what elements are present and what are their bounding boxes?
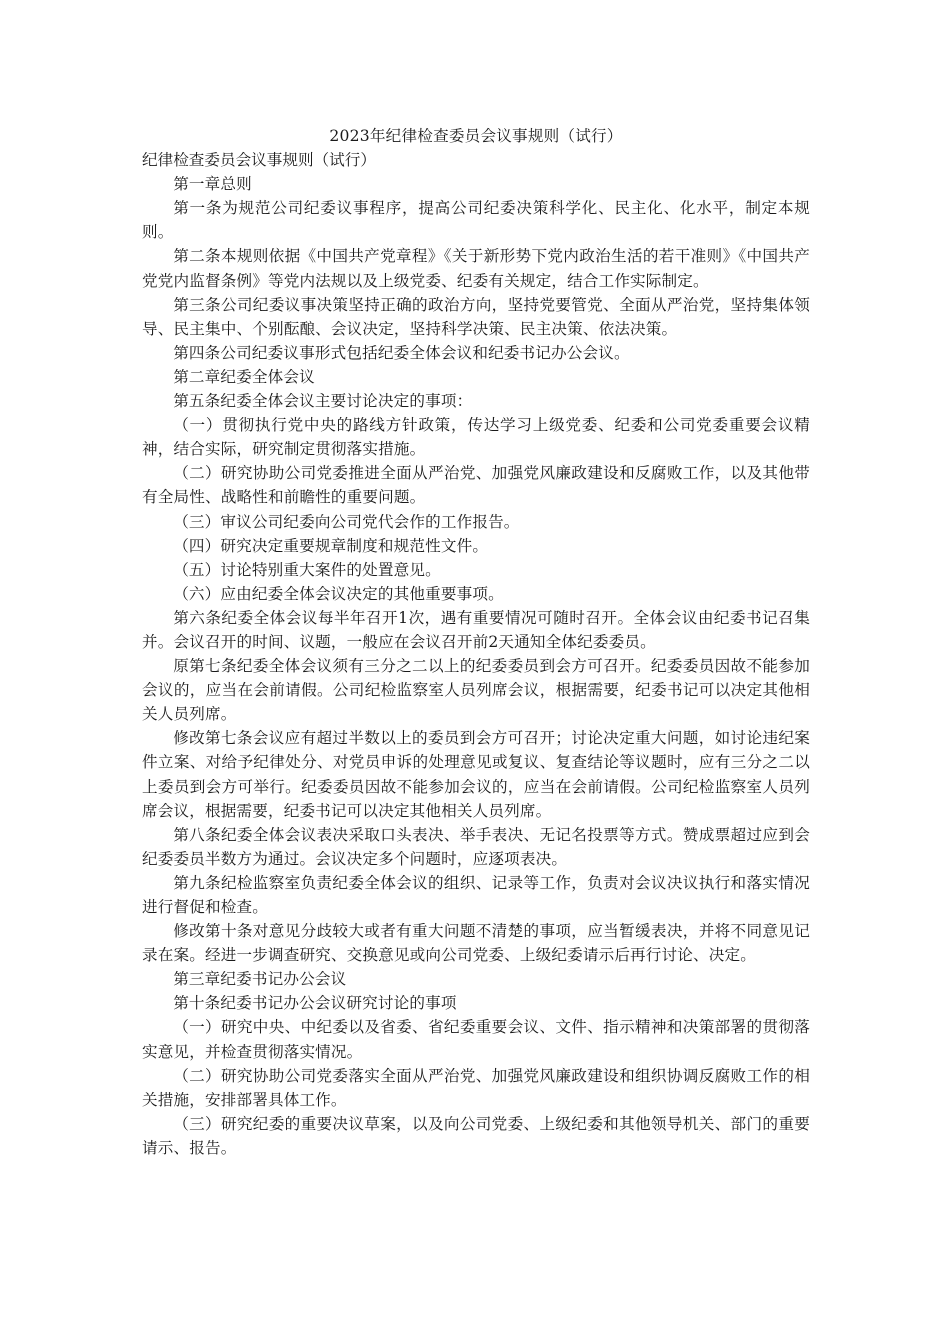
paragraph: （六）应由纪委全体会议决定的其他重要事项。 — [173, 584, 504, 603]
paragraph: 第三条公司纪委议事决策坚持正确的政治方向，坚持党要管党、全面从严治党，坚持集体领导、民主集中、个别酝酿、会议决定，坚持科学决策、民主决策、依法决策。 — [142, 295, 810, 338]
paragraph: 第六条纪委全体会议每半年召开1次，遇有重要情况可随时召开。全体会议由纪委书记召集并。会议召开的时间、议题，一般应在会议召开前2天通知全体纪委委员。 — [142, 608, 810, 651]
paragraph: （三）研究纪委的重要决议草案，以及向公司党委、上级纪委和其他领导机关、部门的重要请示、报告。 — [142, 1114, 810, 1157]
paragraph: 第十条纪委书记办公会议研究讨论的事项 — [173, 994, 457, 1013]
paragraph: （四）研究决定重要规章制度和规范性文件。 — [173, 536, 489, 555]
paragraph: 修改第十条对意见分歧较大或者有重大问题不清楚的事项，应当暂缓表决，并将不同意见记录在案。经进一步调查研究、交换意见或向公司党委、上级纪委请示后再行讨论、决定。 — [142, 922, 810, 965]
paragraph: （五）讨论特别重大案件的处置意见。 — [173, 560, 441, 579]
paragraph: 第二章纪委全体会议 — [173, 367, 315, 386]
paragraph: （二）研究协助公司党委落实全面从严治党、加强党风廉政建设和组织协调反腐败工作的相关措施，安排部署具体工作。 — [142, 1066, 810, 1109]
paragraph: 第八条纪委全体会议表决采取口头表决、举手表决、无记名投票等方式。赞成票超过应到会纪委委员半数方为通过。会议决定多个问题时，应逐项表决。 — [142, 825, 810, 868]
paragraph: 第一章总则 — [173, 175, 252, 194]
paragraph: 第三章纪委书记办公会议 — [173, 970, 347, 989]
document-subtitle: 纪律检查委员会议事规则（试行） — [142, 151, 376, 170]
paragraph: （一）研究中央、中纪委以及省委、省纪委重要会议、文件、指示精神和决策部署的贯彻落实意见，并检查贯彻落实情况。 — [142, 1018, 810, 1061]
paragraph: 修改第七条会议应有超过半数以上的委员到会方可召开；讨论决定重大问题，如讨论违纪案件立案、对给予纪律处分、对党员申诉的处理意见或复议、复查结论等议题时，应有三分之二以上委员到会方可举行。纪委委员因故不能参加会议的，应当在会前请假。公司纪检监察室人员列席会议，根据需要，纪委书记可以决定其他相关人员列席。 — [142, 729, 810, 820]
paragraph: （一）贯彻执行党中央的路线方针政策，传达学习上级党委、纪委和公司党委重要会议精神，结合实际，研究制定贯彻落实措施。 — [142, 416, 810, 459]
paragraph: 原第七条纪委全体会议须有三分之二以上的纪委委员到会方可召开。纪委委员因故不能参加会议的，应当在会前请假。公司纪检监察室人员列席会议，根据需要，纪委书记可以决定其他相关人员列席。 — [142, 657, 810, 724]
document-page — [142, 124, 810, 1160]
paragraph: 第一条为规范公司纪委议事程序，提高公司纪委决策科学化、民主化、化水平，制定本规则。 — [142, 199, 810, 242]
document-title: 2023年纪律检查委员会议事规则（试行） — [329, 127, 623, 145]
paragraph: （三）审议公司纪委向公司党代会作的工作报告。 — [173, 512, 520, 531]
paragraph: 第五条纪委全体会议主要讨论决定的事项： — [173, 392, 473, 411]
paragraph: 第二条本规则依据《中国共产党章程》《关于新形势下党内政治生活的若干准则》《中国共产党党内监督条例》等党内法规以及上级党委、纪委有关规定，结合工作实际制定。 — [142, 247, 810, 290]
paragraph: 第九条纪检监察室负责纪委全体会议的组织、记录等工作，负责对会议决议执行和落实情况进行督促和检查。 — [142, 873, 810, 916]
paragraph: （二）研究协助公司党委推进全面从严治党、加强党风廉政建设和反腐败工作，以及其他带有全局性、战略性和前瞻性的重要问题。 — [142, 464, 810, 507]
paragraph: 第四条公司纪委议事形式包括纪委全体会议和纪委书记办公会议。 — [173, 343, 630, 362]
